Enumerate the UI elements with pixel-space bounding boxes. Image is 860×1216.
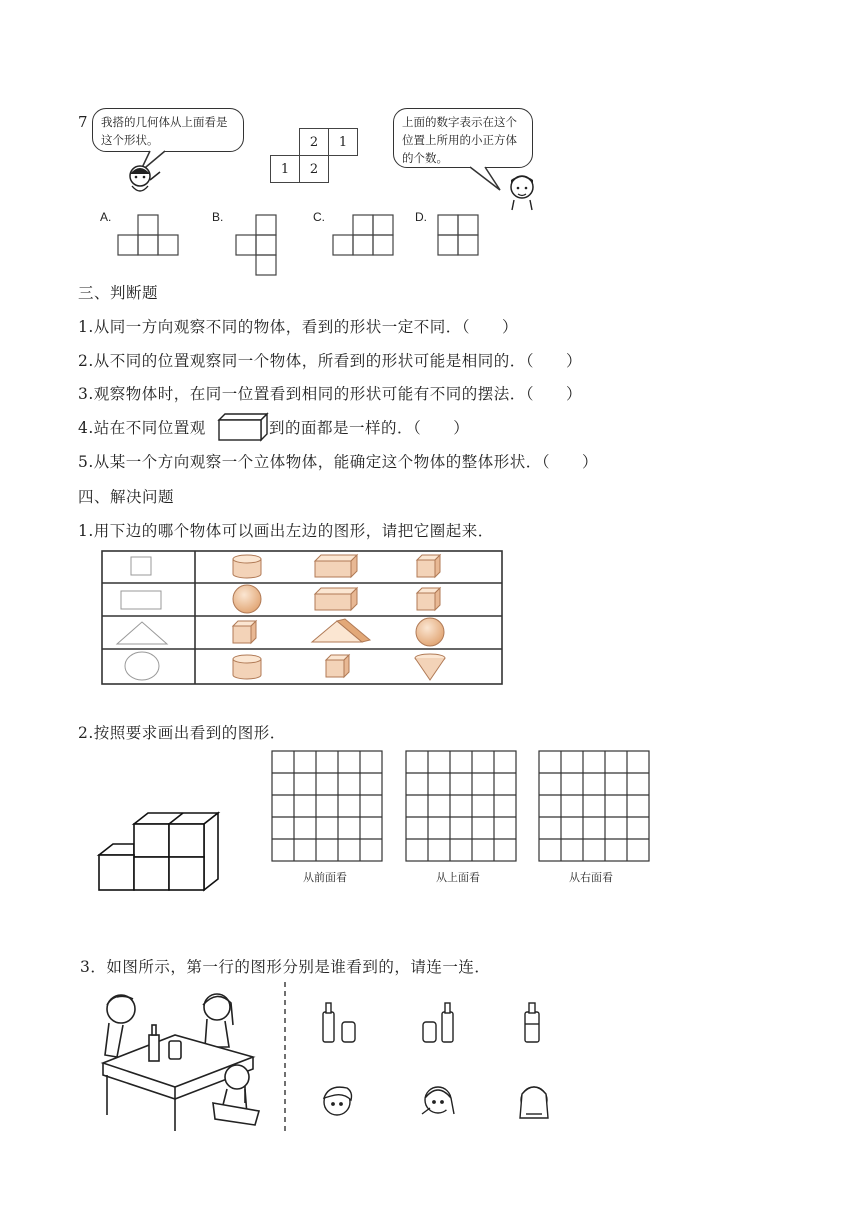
- view-bottle-front: [520, 1000, 550, 1045]
- judge-item-5: 5.从某一个方向观察一个立体物体，能确定这个物体的整体形状．（ ）: [78, 453, 599, 471]
- option-b-shape: [236, 215, 286, 280]
- judge-item-3: 3.观察物体时，在同一位置看到相同的形状可能有不同的摆法．（ ）: [78, 385, 583, 403]
- problem-2-text: 2.按照要求画出看到的图形．: [78, 724, 286, 742]
- table-scene-illustration: [95, 985, 275, 1133]
- section3-title: 三、判断题: [78, 284, 159, 302]
- judge-item-2: 2.从不同的位置观察同一个物体，所看到的形状可能是相同的．（ ）: [78, 352, 583, 370]
- option-b-label: B.: [212, 210, 224, 224]
- caption-top-view: 从上面看: [436, 871, 480, 884]
- grid-cell-1-top: 1: [328, 128, 358, 156]
- boy-figure: [500, 170, 550, 215]
- option-a-shape: [118, 215, 188, 260]
- view-bottle-left-can-right: [320, 1000, 360, 1045]
- girl-face: [416, 1080, 462, 1122]
- problem-3-text: 3．如图所示，第一行的图形分别是谁看到的，请连一连．: [80, 958, 491, 976]
- grid-cell-2-top: 2: [299, 128, 329, 156]
- problem-1-text: 1.用下边的哪个物体可以画出左边的图形，请把它圈起来．: [78, 522, 494, 540]
- dashed-divider: [283, 982, 287, 1132]
- judge-item-4-before: 4.站在不同位置观: [78, 419, 206, 437]
- left-speech-bubble: 我搭的几何体从上面看是这个形状。: [92, 108, 244, 152]
- child-back-face: [514, 1080, 554, 1125]
- shape-match-table: [100, 549, 505, 689]
- caption-right-view: 从右面看: [569, 871, 613, 884]
- cuboid-inline-icon: [217, 412, 269, 442]
- q7-number: 7: [78, 113, 88, 131]
- option-c-shape: [333, 215, 403, 260]
- option-d-label: D.: [415, 210, 427, 224]
- right-speech-bubble: 上面的数字表示在这个位置上所用的小正方体的个数。: [393, 108, 533, 168]
- caption-front-view: 从前面看: [303, 871, 347, 884]
- grid-top-view[interactable]: [405, 750, 519, 864]
- option-c-label: C.: [313, 210, 325, 224]
- grid-front-view[interactable]: [271, 750, 385, 864]
- cube-stack-figure: [96, 810, 226, 895]
- judge-item-4-after: 到的面都是一样的．（ ）: [269, 419, 470, 437]
- option-d-shape: [438, 215, 488, 260]
- view-can-left-bottle-right: [420, 1000, 460, 1045]
- grid-cell-1-bottom: 1: [270, 155, 300, 183]
- section4-title: 四、解决问题: [78, 488, 175, 506]
- grid-cell-2-bottom: 2: [299, 155, 329, 183]
- option-a-label: A.: [100, 210, 112, 224]
- judge-item-1: 1.从同一方向观察不同的物体，看到的形状一定不同．（ ）: [78, 318, 519, 336]
- boy-face: [317, 1080, 357, 1122]
- grid-right-view[interactable]: [538, 750, 652, 864]
